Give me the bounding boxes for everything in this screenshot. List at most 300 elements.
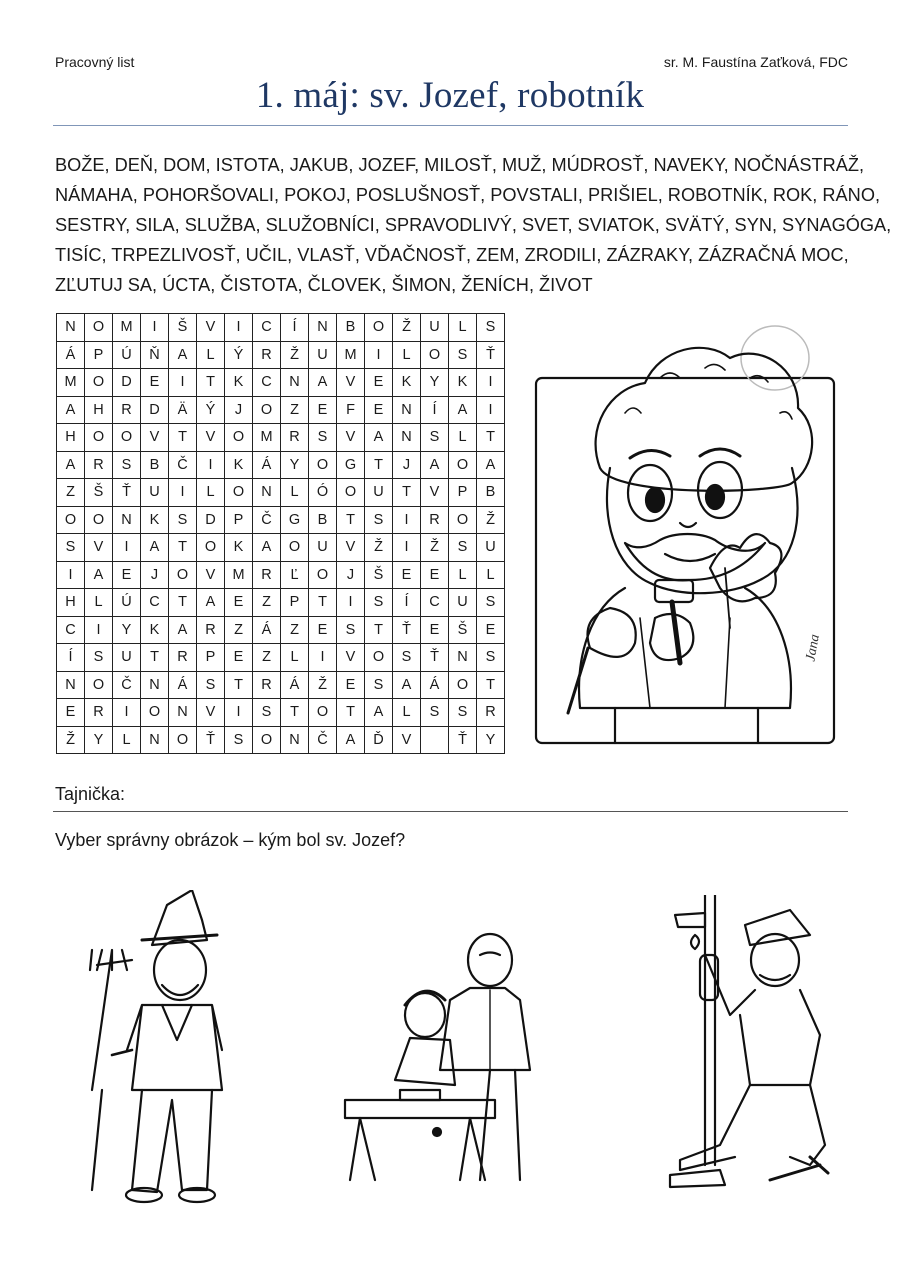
word-list-line: TISÍC, TRPEZLIVOSŤ, UČIL, VLASŤ, VĎAČNOSŤ, ZEM, ZRODILI, ZÁZRAKY, ZÁZRAČNÁ MOC, xyxy=(55,245,849,265)
grid-cell[interactable]: O xyxy=(281,534,309,562)
grid-cell[interactable]: R xyxy=(85,699,113,727)
grid-cell[interactable]: E xyxy=(141,369,169,397)
grid-cell[interactable]: H xyxy=(57,424,85,452)
grid-cell[interactable]: A xyxy=(393,671,421,699)
grid-cell[interactable]: I xyxy=(225,699,253,727)
grid-cell[interactable]: Ú xyxy=(113,341,141,369)
grid-cell[interactable]: V xyxy=(337,644,365,672)
grid-cell[interactable]: Á xyxy=(281,671,309,699)
grid-cell[interactable]: T xyxy=(477,424,505,452)
grid-cell[interactable]: K xyxy=(449,369,477,397)
robe xyxy=(579,588,791,708)
grid-cell[interactable] xyxy=(421,726,449,754)
grid-cell[interactable]: Ž xyxy=(57,726,85,754)
grid-cell[interactable]: H xyxy=(57,589,85,617)
word-list xyxy=(55,150,892,300)
grid-cell[interactable]: O xyxy=(309,699,337,727)
word-list-line: BOŽE, DEŇ, DOM, ISTOTA, JAKUB, JOZEF, MILOSŤ, MUŽ, MÚDROSŤ, NAVEKY, NOČNÁSTRÁŽ, xyxy=(55,155,865,175)
left-hand xyxy=(588,608,636,657)
grid-cell[interactable]: V xyxy=(197,699,225,727)
grid-cell[interactable]: Z xyxy=(253,589,281,617)
grid-cell[interactable]: Č xyxy=(309,726,337,754)
grid-cell[interactable]: L xyxy=(449,424,477,452)
grid-cell[interactable]: Á xyxy=(253,451,281,479)
grid-cell[interactable]: Č xyxy=(253,506,281,534)
plane-tool xyxy=(400,1090,440,1100)
grid-cell[interactable]: A xyxy=(85,561,113,589)
grid-cell[interactable]: E xyxy=(393,561,421,589)
grid-cell[interactable]: E xyxy=(309,616,337,644)
grid-row xyxy=(57,699,505,727)
grid-cell[interactable]: Ľ xyxy=(281,561,309,589)
grid-cell[interactable]: S xyxy=(421,424,449,452)
header-right: sr. M. Faustína Zaťková, FDC xyxy=(663,54,848,70)
grid-cell[interactable]: Á xyxy=(169,671,197,699)
grid-cell[interactable]: J xyxy=(141,561,169,589)
grid-row xyxy=(57,671,505,699)
grid-row xyxy=(57,314,505,342)
grid-cell[interactable]: B xyxy=(477,479,505,507)
grid-cell[interactable]: Ý xyxy=(225,341,253,369)
grid-cell[interactable]: Y xyxy=(113,616,141,644)
grid-cell[interactable]: A xyxy=(337,726,365,754)
grid-cell[interactable]: L xyxy=(85,589,113,617)
grid-cell[interactable]: T xyxy=(337,506,365,534)
grid-cell[interactable]: Ť xyxy=(477,341,505,369)
grid-cell[interactable]: D xyxy=(197,506,225,534)
grid-cell[interactable]: N xyxy=(281,369,309,397)
kneeling-legs xyxy=(680,1085,825,1170)
grid-cell[interactable]: Í xyxy=(281,314,309,342)
grid-cell[interactable]: Ž xyxy=(281,341,309,369)
grid-cell[interactable]: L xyxy=(113,726,141,754)
grid-cell[interactable]: N xyxy=(449,644,477,672)
grid-cell[interactable]: A xyxy=(169,341,197,369)
grid-cell[interactable]: O xyxy=(85,369,113,397)
grid-cell[interactable]: S xyxy=(477,314,505,342)
grid-cell[interactable]: A xyxy=(197,589,225,617)
grid-cell[interactable]: U xyxy=(365,479,393,507)
grid-cell[interactable]: L xyxy=(197,479,225,507)
grid-cell[interactable]: Š xyxy=(85,479,113,507)
grid-cell[interactable]: E xyxy=(421,561,449,589)
grid-cell[interactable]: C xyxy=(421,589,449,617)
grid-row xyxy=(57,726,505,754)
grid-cell[interactable]: K xyxy=(225,451,253,479)
grid-cell[interactable]: R xyxy=(113,396,141,424)
grid-cell[interactable]: A xyxy=(169,616,197,644)
grid-row xyxy=(57,534,505,562)
grid-cell[interactable]: S xyxy=(421,699,449,727)
grid-cell[interactable]: P xyxy=(85,341,113,369)
grid-cell[interactable]: S xyxy=(365,671,393,699)
grid-cell[interactable]: Ó xyxy=(309,479,337,507)
grid-cell[interactable]: E xyxy=(225,644,253,672)
grid-cell[interactable]: K xyxy=(225,534,253,562)
grid-cell[interactable]: V xyxy=(393,726,421,754)
grid-cell[interactable]: I xyxy=(113,534,141,562)
grid-cell[interactable]: L xyxy=(449,314,477,342)
grid-cell[interactable]: L xyxy=(393,341,421,369)
grid-cell[interactable]: M xyxy=(57,369,85,397)
grid-cell[interactable]: S xyxy=(337,616,365,644)
grid-cell[interactable]: B xyxy=(337,314,365,342)
grid-cell[interactable]: S xyxy=(225,726,253,754)
grid-cell[interactable]: L xyxy=(449,561,477,589)
halo xyxy=(741,326,809,390)
grid-cell[interactable]: Ž xyxy=(309,671,337,699)
grid-cell[interactable]: Z xyxy=(225,616,253,644)
grid-cell[interactable]: U xyxy=(141,479,169,507)
grid-cell[interactable]: I xyxy=(337,589,365,617)
grid-cell[interactable]: I xyxy=(169,369,197,397)
locksmith-cap xyxy=(745,910,810,945)
grid-cell[interactable]: R xyxy=(253,341,281,369)
grid-cell[interactable]: O xyxy=(85,424,113,452)
grid-cell[interactable]: Z xyxy=(281,616,309,644)
grid-cell[interactable]: Z xyxy=(253,644,281,672)
grid-cell[interactable]: A xyxy=(253,534,281,562)
grid-cell[interactable]: V xyxy=(197,561,225,589)
grid-row xyxy=(57,616,505,644)
grid-cell[interactable]: J xyxy=(393,451,421,479)
grid-cell[interactable]: O xyxy=(85,671,113,699)
grid-cell[interactable]: P xyxy=(225,506,253,534)
grid-cell[interactable]: L xyxy=(477,561,505,589)
grid-cell[interactable]: U xyxy=(113,644,141,672)
grid-cell[interactable]: I xyxy=(477,396,505,424)
grid-cell[interactable]: O xyxy=(169,726,197,754)
grid-row xyxy=(57,644,505,672)
grid-cell[interactable]: T xyxy=(337,699,365,727)
grid-cell[interactable]: I xyxy=(113,699,141,727)
grid-cell[interactable]: A xyxy=(141,534,169,562)
grid-cell[interactable]: G xyxy=(281,506,309,534)
grid-cell[interactable]: R xyxy=(85,451,113,479)
grid-cell[interactable]: O xyxy=(253,726,281,754)
grid-cell[interactable]: T xyxy=(281,699,309,727)
grid-cell[interactable]: N xyxy=(141,726,169,754)
grid-cell[interactable]: V xyxy=(141,424,169,452)
grid-cell[interactable]: O xyxy=(225,479,253,507)
grid-cell[interactable]: O xyxy=(449,451,477,479)
grid-cell[interactable]: N xyxy=(113,506,141,534)
grid-cell[interactable]: L xyxy=(281,644,309,672)
grid-cell[interactable]: A xyxy=(477,451,505,479)
grid-cell[interactable]: R xyxy=(253,671,281,699)
st-joseph-image xyxy=(530,318,840,768)
grid-cell[interactable]: O xyxy=(169,561,197,589)
grid-row xyxy=(57,506,505,534)
question-text: Vyber správny obrázok – kým bol sv. Jozef? xyxy=(55,830,406,850)
word-list-line: NÁMAHA, POHORŠOVALI, POKOJ, POSLUŠNOSŤ, POVSTALI, PRIŠIEL, ROBOTNÍK, ROK, RÁNO, xyxy=(55,185,881,205)
grid-cell[interactable]: O xyxy=(225,424,253,452)
grid-cell[interactable]: O xyxy=(449,671,477,699)
grid-row xyxy=(57,451,505,479)
grid-cell[interactable]: E xyxy=(309,396,337,424)
grid-cell[interactable]: L xyxy=(281,479,309,507)
grid-cell[interactable]: I xyxy=(365,341,393,369)
grid-cell[interactable]: E xyxy=(365,396,393,424)
grid-cell[interactable]: Ť xyxy=(113,479,141,507)
grid-cell[interactable]: V xyxy=(337,534,365,562)
grid-cell[interactable]: K xyxy=(225,369,253,397)
grid-cell[interactable]: S xyxy=(309,424,337,452)
grid-cell[interactable]: Č xyxy=(169,451,197,479)
grid-cell[interactable]: A xyxy=(309,369,337,397)
grid-cell[interactable]: A xyxy=(449,396,477,424)
farmer-image xyxy=(72,890,242,1210)
workbench xyxy=(345,1100,495,1118)
grid-cell[interactable]: S xyxy=(169,506,197,534)
pitchfork xyxy=(90,950,127,1090)
grid-cell[interactable]: S xyxy=(57,534,85,562)
grid-cell[interactable]: N xyxy=(57,314,85,342)
grid-cell[interactable]: O xyxy=(85,506,113,534)
grid-cell[interactable]: I xyxy=(57,561,85,589)
grid-cell[interactable]: Y xyxy=(421,369,449,397)
grid-cell[interactable]: Z xyxy=(281,396,309,424)
grid-cell[interactable]: S xyxy=(253,699,281,727)
grid-cell[interactable]: L xyxy=(393,699,421,727)
grid-cell[interactable]: S xyxy=(85,644,113,672)
grid-cell[interactable]: S xyxy=(365,589,393,617)
grid-cell[interactable]: N xyxy=(253,479,281,507)
grid-cell[interactable]: P xyxy=(449,479,477,507)
grid-cell[interactable]: T xyxy=(393,479,421,507)
grid-cell[interactable]: E xyxy=(225,589,253,617)
grid-cell[interactable]: A xyxy=(365,699,393,727)
grid-cell[interactable]: M xyxy=(113,314,141,342)
grid-cell[interactable]: S xyxy=(197,671,225,699)
grid-cell[interactable]: C xyxy=(253,369,281,397)
grid-cell[interactable]: M xyxy=(337,341,365,369)
grid-cell[interactable]: E xyxy=(57,699,85,727)
secret-word-line xyxy=(53,811,848,812)
grid-cell[interactable]: B xyxy=(309,506,337,534)
grid-cell[interactable]: A xyxy=(421,451,449,479)
grid-cell[interactable]: O xyxy=(141,699,169,727)
grid-cell[interactable]: Ť xyxy=(449,726,477,754)
carpenter-image xyxy=(340,930,540,1190)
grid-cell[interactable]: F xyxy=(337,396,365,424)
farmer-face xyxy=(154,940,206,1000)
grid-cell[interactable]: Ť xyxy=(393,616,421,644)
grid-cell[interactable]: I xyxy=(393,534,421,562)
face xyxy=(607,468,798,593)
grid-cell[interactable]: C xyxy=(253,314,281,342)
grid-cell[interactable]: Š xyxy=(169,314,197,342)
grid-cell[interactable]: Í xyxy=(421,396,449,424)
grid-cell[interactable]: U xyxy=(309,534,337,562)
grid-cell[interactable]: R xyxy=(197,616,225,644)
father-head xyxy=(468,934,512,986)
grid-cell[interactable]: T xyxy=(365,451,393,479)
grid-cell[interactable]: P xyxy=(281,589,309,617)
grid-cell[interactable]: Š xyxy=(449,616,477,644)
grid-cell[interactable]: T xyxy=(477,671,505,699)
grid-cell[interactable]: U xyxy=(477,534,505,562)
grid-cell[interactable]: I xyxy=(393,506,421,534)
grid-cell[interactable]: K xyxy=(393,369,421,397)
grid-cell[interactable]: Í xyxy=(393,589,421,617)
grid-cell[interactable]: H xyxy=(85,396,113,424)
grid-cell[interactable]: S xyxy=(449,534,477,562)
grid-cell[interactable]: M xyxy=(225,561,253,589)
grid-cell[interactable]: N xyxy=(393,424,421,452)
grid-cell[interactable]: L xyxy=(197,341,225,369)
grid-cell[interactable]: Y xyxy=(281,451,309,479)
grid-cell[interactable]: Ý xyxy=(197,396,225,424)
grid-cell[interactable]: N xyxy=(309,314,337,342)
grid-cell[interactable]: Ť xyxy=(421,644,449,672)
grid-cell[interactable]: T xyxy=(197,369,225,397)
grid-cell[interactable]: O xyxy=(197,534,225,562)
grid-cell[interactable]: V xyxy=(197,424,225,452)
grid-cell[interactable]: Z xyxy=(57,479,85,507)
grid-cell[interactable]: O xyxy=(57,506,85,534)
grid-cell[interactable]: E xyxy=(337,671,365,699)
grid-cell[interactable]: M xyxy=(253,424,281,452)
grid-cell[interactable]: I xyxy=(197,451,225,479)
grid-cell[interactable]: Č xyxy=(113,671,141,699)
grid-cell[interactable]: N xyxy=(141,671,169,699)
grid-cell[interactable]: T xyxy=(365,616,393,644)
grid-cell[interactable]: O xyxy=(365,644,393,672)
title-underline xyxy=(53,125,848,126)
grid-cell[interactable]: Á xyxy=(421,671,449,699)
grid-cell[interactable]: Ž xyxy=(365,534,393,562)
grid-cell[interactable]: I xyxy=(309,644,337,672)
grid-cell[interactable]: S xyxy=(477,644,505,672)
grid-cell[interactable]: K xyxy=(141,506,169,534)
grid-cell[interactable]: N xyxy=(57,671,85,699)
grid-cell[interactable]: K xyxy=(141,616,169,644)
grid-cell[interactable]: O xyxy=(253,396,281,424)
grid-cell[interactable]: O xyxy=(337,479,365,507)
grid-cell[interactable]: S xyxy=(113,451,141,479)
grid-cell[interactable]: B xyxy=(141,451,169,479)
grid-cell[interactable]: E xyxy=(113,561,141,589)
grid-cell[interactable]: I xyxy=(225,314,253,342)
door-frame xyxy=(705,895,715,1165)
grid-row xyxy=(57,589,505,617)
grid-cell[interactable]: U xyxy=(421,314,449,342)
grid-cell[interactable]: Ň xyxy=(141,341,169,369)
grid-cell[interactable]: E xyxy=(365,369,393,397)
grid-cell[interactable]: G xyxy=(337,451,365,479)
grid-cell[interactable]: R xyxy=(477,699,505,727)
grid-cell[interactable]: R xyxy=(421,506,449,534)
grid-cell[interactable]: J xyxy=(225,396,253,424)
grid-cell[interactable]: O xyxy=(449,506,477,534)
grid-cell[interactable]: O xyxy=(365,314,393,342)
grid-cell[interactable]: C xyxy=(141,589,169,617)
grid-cell[interactable]: U xyxy=(449,589,477,617)
grid-cell[interactable]: T xyxy=(169,424,197,452)
door-handle xyxy=(675,913,705,927)
grid-cell[interactable]: N xyxy=(281,726,309,754)
saw xyxy=(670,1170,725,1187)
grid-cell[interactable]: R xyxy=(281,424,309,452)
grid-cell[interactable]: A xyxy=(57,451,85,479)
grid-cell[interactable]: O xyxy=(309,451,337,479)
grid-cell[interactable]: Ť xyxy=(197,726,225,754)
grid-cell[interactable]: E xyxy=(477,616,505,644)
grid-cell[interactable]: S xyxy=(393,644,421,672)
grid-cell[interactable]: I xyxy=(85,616,113,644)
grid-cell[interactable]: U xyxy=(309,341,337,369)
grid-cell[interactable]: Y xyxy=(85,726,113,754)
farmer-vest xyxy=(127,1005,222,1090)
grid-cell[interactable]: I xyxy=(141,314,169,342)
artist-signature: Jana xyxy=(803,633,823,663)
grid-cell[interactable]: O xyxy=(309,561,337,589)
grid-cell[interactable]: C xyxy=(57,616,85,644)
grid-cell[interactable]: Y xyxy=(477,726,505,754)
grid-cell[interactable]: V xyxy=(85,534,113,562)
grid-cell[interactable]: S xyxy=(365,506,393,534)
grid-cell[interactable]: I xyxy=(477,369,505,397)
grid-cell[interactable]: R xyxy=(169,644,197,672)
grid-cell[interactable]: V xyxy=(337,424,365,452)
grid-cell[interactable]: V xyxy=(197,314,225,342)
grid-cell[interactable]: Ď xyxy=(365,726,393,754)
grid-cell[interactable]: N xyxy=(169,699,197,727)
right-hand xyxy=(650,614,693,660)
father-body xyxy=(440,988,530,1070)
grid-cell[interactable]: A xyxy=(57,396,85,424)
grid-cell[interactable]: T xyxy=(309,589,337,617)
grid-cell[interactable]: Ä xyxy=(169,396,197,424)
header-left: Pracovný list xyxy=(55,54,135,70)
grid-cell[interactable]: O xyxy=(85,314,113,342)
grid-cell[interactable]: S xyxy=(449,341,477,369)
grid-cell[interactable]: T xyxy=(169,534,197,562)
grid-cell[interactable]: Í xyxy=(57,644,85,672)
grid-cell[interactable]: S xyxy=(449,699,477,727)
grid-cell[interactable]: O xyxy=(421,341,449,369)
grid-cell[interactable]: Á xyxy=(57,341,85,369)
farmer-trousers xyxy=(132,1090,212,1192)
grid-cell[interactable]: E xyxy=(421,616,449,644)
grid-cell[interactable]: P xyxy=(197,644,225,672)
grid-cell[interactable]: Ž xyxy=(477,506,505,534)
grid-cell[interactable]: V xyxy=(337,369,365,397)
grid-cell[interactable]: S xyxy=(477,589,505,617)
grid-row xyxy=(57,561,505,589)
grid-cell[interactable]: T xyxy=(169,589,197,617)
grid-cell[interactable]: I xyxy=(169,479,197,507)
grid-cell[interactable]: Á xyxy=(253,616,281,644)
grid-cell[interactable]: A xyxy=(365,424,393,452)
grid-cell[interactable]: T xyxy=(141,644,169,672)
grid-cell[interactable]: T xyxy=(225,671,253,699)
grid-cell[interactable]: J xyxy=(337,561,365,589)
grid-row xyxy=(57,341,505,369)
grid-cell[interactable]: Ž xyxy=(421,534,449,562)
grid-cell[interactable]: Š xyxy=(365,561,393,589)
grid-cell[interactable]: D xyxy=(141,396,169,424)
locksmith-body xyxy=(705,955,820,1085)
grid-cell[interactable]: Ú xyxy=(113,589,141,617)
grid-cell[interactable]: O xyxy=(113,424,141,452)
grid-cell[interactable]: Ž xyxy=(393,314,421,342)
grid-cell[interactable]: N xyxy=(393,396,421,424)
grid-cell[interactable]: V xyxy=(421,479,449,507)
grid-cell[interactable]: D xyxy=(113,369,141,397)
grid-cell[interactable]: R xyxy=(253,561,281,589)
